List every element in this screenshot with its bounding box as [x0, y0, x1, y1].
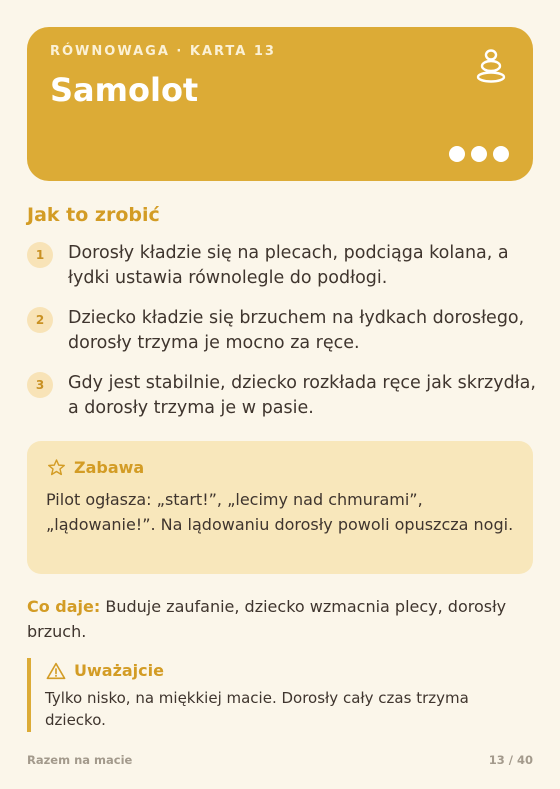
step-text: Dziecko kładzie się brzuchem na łydkach dorosłego, dorosły trzyma je mocno za ręce. — [68, 308, 525, 353]
how-to-heading: Jak to zrobić — [27, 204, 160, 226]
page-indicator: 13 / 40 — [488, 753, 533, 767]
step-number: 1 — [27, 242, 53, 268]
star-outline-icon — [47, 458, 66, 477]
step-text: Dorosły kładzie się na plecach, podciąga kolana, a łydki ustawia równolegle do podłogi. — [68, 243, 509, 288]
step-item — [27, 241, 537, 291]
step-number: 3 — [27, 372, 53, 398]
exercise-card-header — [27, 27, 533, 181]
warning-triangle-icon — [46, 662, 66, 680]
dot — [471, 146, 487, 162]
benefit-paragraph — [27, 594, 527, 644]
step-text: Gdy jest stabilnie, dziecko rozkłada ręce jak skrzydła, a dorosły trzyma je w pasie. — [68, 373, 536, 418]
fun-header — [47, 458, 144, 477]
warning-box — [27, 658, 531, 732]
steps-list — [27, 241, 537, 436]
benefit-text: Buduje zaufanie, dziecko wzmacnia plecy, dorosły brzuch. — [27, 597, 507, 641]
step-number: 2 — [27, 307, 53, 333]
dot — [493, 146, 509, 162]
step-item — [27, 371, 537, 421]
benefit-label: Co daje: — [27, 597, 101, 616]
fun-text: Pilot ogłasza: „start!”, „lecimy nad chmurami”, „lądowanie!”. Na lądowaniu dorosły powoli opuszcza nogi. — [46, 490, 514, 534]
warning-text: Tylko nisko, na miękkiej macie. Dorosły cały czas trzyma dziecko. — [45, 689, 469, 729]
fun-title: Zabawa — [74, 458, 145, 477]
footer-brand: Razem na macie — [27, 753, 133, 767]
warning-title: Uważajcie — [74, 661, 164, 680]
step-item — [27, 306, 537, 356]
stacked-stones-icon — [476, 49, 506, 83]
fun-box — [27, 441, 533, 574]
card-title: Samolot — [50, 71, 199, 109]
more-dots-icon[interactable] — [449, 146, 509, 162]
warning-header — [46, 661, 164, 680]
card-category: RÓWNOWAGA · KARTA 13 — [50, 44, 276, 59]
dot — [449, 146, 465, 162]
